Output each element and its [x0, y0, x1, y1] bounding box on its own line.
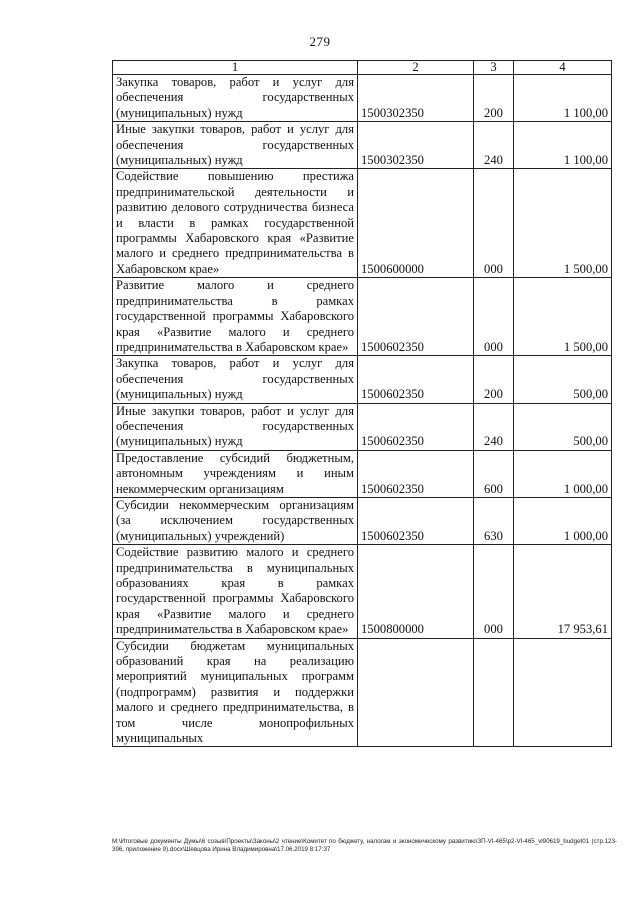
- row-expense-kind: 200: [474, 356, 514, 403]
- row-description: Иные закупки товаров, работ и услуг для обеспечения государственных (муниципальных) нужд: [113, 403, 358, 450]
- row-description: Закупка товаров, работ и услуг для обеспечения государственных (муниципальных) нужд: [113, 75, 358, 122]
- row-description: Развитие малого и среднего предпринимательства в рамках государственной программы Хабаровского края «Развитие малого и среднего предпринимательства в Хабаровском крае»: [113, 278, 358, 356]
- row-expense-kind: 240: [474, 403, 514, 450]
- row-description: Закупка товаров, работ и услуг для обеспечения государственных (муниципальных) нужд: [113, 356, 358, 403]
- row-expense-kind: 000: [474, 278, 514, 356]
- row-description: Предоставление субсидий бюджетным, автономным учреждениям и иным некоммерческим организациям: [113, 450, 358, 497]
- row-target-code: 1500602350: [358, 450, 474, 497]
- row-target-code: 1500600000: [358, 169, 474, 278]
- row-target-code: 1500602350: [358, 497, 474, 544]
- budget-table-header: [113, 61, 612, 75]
- table-row: [113, 122, 612, 169]
- table-row: [113, 278, 612, 356]
- header-col-target-code: 2: [358, 61, 474, 75]
- table-row: [113, 638, 612, 747]
- row-description: Иные закупки товаров, работ и услуг для обеспечения государственных (муниципальных) нужд: [113, 122, 358, 169]
- row-expense-kind: 000: [474, 169, 514, 278]
- header-col-expense-kind: 3: [474, 61, 514, 75]
- row-target-code: 1500302350: [358, 75, 474, 122]
- row-amount: [514, 638, 612, 747]
- table-row: [113, 545, 612, 638]
- row-target-code: 1500602350: [358, 356, 474, 403]
- row-expense-kind: 240: [474, 122, 514, 169]
- row-amount: 1 000,00: [514, 497, 612, 544]
- row-amount: 1 500,00: [514, 278, 612, 356]
- document-file-path-footer: М:\Итоговые документы Думы\6 созыв\Проекты\Законы\2 чтение\Комитет по бюджету, налогам и экономическому развитию\ЗП-VI-465\р2-VI-465_vl90619_budget01 (стр.123-396, приложение 9).docx\Шевцова Ирина Владимировна\17.06.2019 8:17:37: [112, 838, 617, 854]
- header-col-description: 1: [113, 61, 358, 75]
- row-expense-kind: 200: [474, 75, 514, 122]
- row-expense-kind: [474, 638, 514, 747]
- row-description: Содействие повышению престижа предпринимательской деятельности и развитию делового сотрудничества бизнеса и власти в рамках государственной программы Хабаровского края «Развитие малого и среднего предпринимательства в Хабаровском крае»: [113, 169, 358, 278]
- row-expense-kind: 600: [474, 450, 514, 497]
- row-description: Содействие развитию малого и среднего предпринимательства в муниципальных образованиях края в рамках государственной программы Хабаровского края «Развитие малого и среднего предпринимательства в Хабаровском крае»: [113, 545, 358, 638]
- row-amount: 1 500,00: [514, 169, 612, 278]
- row-target-code: 1500800000: [358, 545, 474, 638]
- row-expense-kind: 000: [474, 545, 514, 638]
- header-col-amount: 4: [514, 61, 612, 75]
- row-amount: 17 953,61: [514, 545, 612, 638]
- row-target-code: [358, 638, 474, 747]
- row-description: Субсидии некоммерческим организациям (за исключением государственных (муниципальных) учреждений): [113, 497, 358, 544]
- table-row: [113, 450, 612, 497]
- row-amount: 1 100,00: [514, 75, 612, 122]
- row-amount: 500,00: [514, 356, 612, 403]
- row-amount: 1 100,00: [514, 122, 612, 169]
- table-row: [113, 403, 612, 450]
- row-amount: 500,00: [514, 403, 612, 450]
- table-row: [113, 356, 612, 403]
- row-target-code: 1500602350: [358, 403, 474, 450]
- budget-table: [112, 60, 612, 747]
- row-amount: 1 000,00: [514, 450, 612, 497]
- budget-table-body: [113, 75, 612, 747]
- row-target-code: 1500302350: [358, 122, 474, 169]
- row-expense-kind: 630: [474, 497, 514, 544]
- header-row: [113, 61, 612, 75]
- table-row: [113, 75, 612, 122]
- table-row: [113, 497, 612, 544]
- row-description: Субсидии бюджетам муниципальных образований края на реализацию мероприятий муниципальных программ (подпрограмм) развития и поддержки малого и среднего предпринимательства, в том числе монопрофильных муниципальных: [113, 638, 358, 747]
- row-target-code: 1500602350: [358, 278, 474, 356]
- table-row: [113, 169, 612, 278]
- page-number: 279: [309, 34, 331, 49]
